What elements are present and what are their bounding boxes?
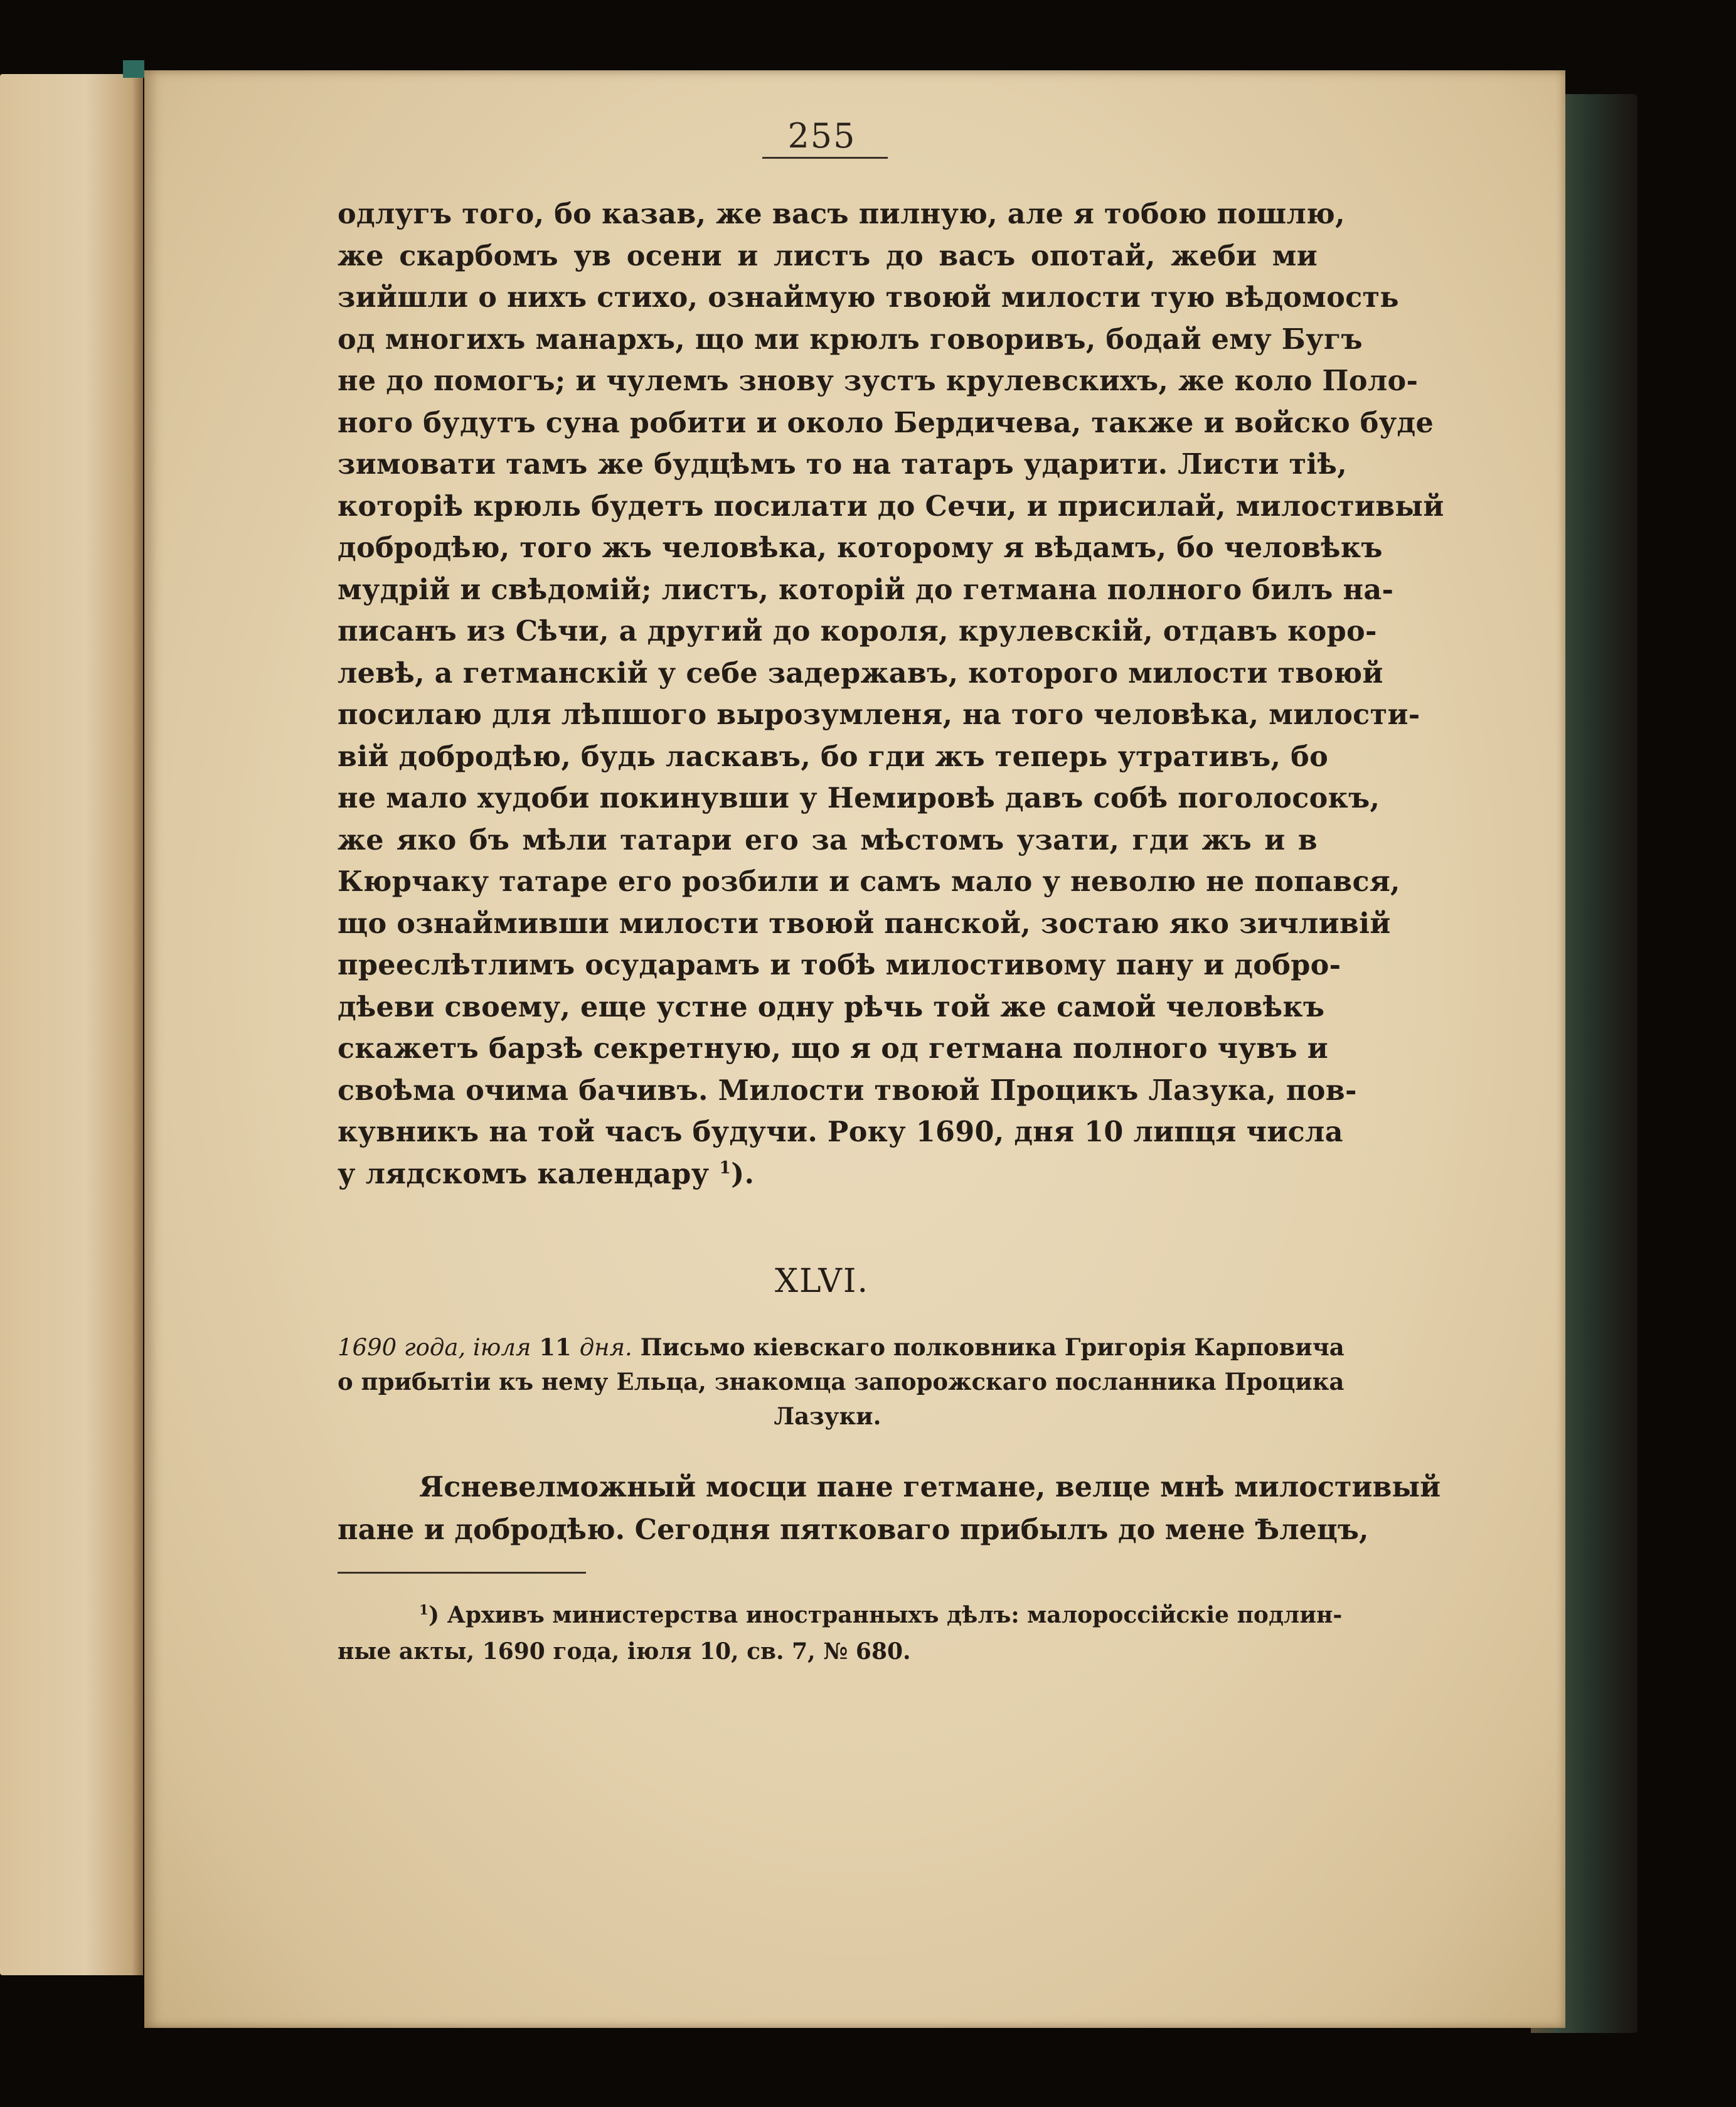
text-line: не до помогъ; и чулемъ знову зустъ крулевскихъ, же коло Поло- bbox=[338, 365, 1419, 397]
text-line: дѣеви своему, еще устне одну рѣчь той же самой человѣкъ bbox=[338, 990, 1325, 1023]
text-line: зимовати тамъ же будцѣмъ то на татаръ ударити. Листи тіѣ, bbox=[338, 448, 1348, 481]
text-line: же скарбомъ ув осени и листъ до васъ опотай, жеби ми bbox=[338, 239, 1318, 272]
main-text bbox=[338, 193, 1444, 1195]
page-number-rule bbox=[762, 157, 888, 159]
document-heading bbox=[338, 1330, 1345, 1434]
text-line: добродѣю, того жъ человѣка, которому я вѣдамъ, бо человѣкъ bbox=[338, 531, 1383, 564]
heading-line: Лазуки. bbox=[774, 1402, 881, 1430]
text-line: пане и добродѣю. Сегодня пятковаго прибылъ до мене Ѣлецъ, bbox=[338, 1513, 1369, 1546]
footnote-line: ные акты, 1690 года, іюля 10, св. 7, № 680. bbox=[338, 1638, 911, 1665]
text-line: Кюрчаку татаре его розбили и самъ мало у неволю не попався, bbox=[338, 865, 1400, 898]
text-line-last bbox=[338, 1153, 1318, 1195]
left-page-edge bbox=[0, 74, 143, 1975]
text-line: скажетъ барзѣ секретную, що я од гетмана полного чувъ и bbox=[338, 1032, 1329, 1065]
text-line: що ознаймивши милости твоюй панской, зостаю яко зичливій bbox=[338, 907, 1391, 940]
text-line: од многихъ манархъ, що ми крюлъ говоривъ, бодай ему Бугъ bbox=[338, 323, 1363, 356]
footnote-mark: 1 bbox=[419, 1603, 429, 1618]
text-line: же яко бъ мѣли татари его за мѣстомъ узати, гди жъ и в bbox=[338, 823, 1318, 856]
bookmark-ribbon bbox=[123, 60, 144, 78]
text-line: вій добродѣю, будь ласкавъ, бо гди жъ теперь утративъ, бо bbox=[338, 740, 1329, 773]
heading-date: 1690 года, іюля bbox=[338, 1334, 531, 1361]
footnote bbox=[338, 1597, 1343, 1670]
text-line: зийшли о нихъ стихо, ознаймую твоюй милости тую вѣдомость bbox=[338, 281, 1399, 314]
text-line-end: ). bbox=[731, 1157, 755, 1190]
heading-line: о прибытіи къ нему Ельца, знакомца запорожскаго посланника Процика bbox=[338, 1368, 1345, 1395]
text-line: левѣ, а гетманскій у себе задержавъ, которого милости твоюй bbox=[338, 656, 1383, 690]
letter-text bbox=[338, 1466, 1441, 1551]
text-line: ного будутъ суна робити и около Бердичева, также и войско буде bbox=[338, 406, 1434, 439]
heading-title: Письмо кіевскаго полковника Григорія Карповича bbox=[640, 1333, 1345, 1361]
text-line: Ясневелможный мосци пане гетмане, велце мнѣ милостивый bbox=[419, 1471, 1441, 1503]
text-line: у лядскомъ календару bbox=[338, 1157, 710, 1190]
text-line: не мало худоби покинувши у Немировѣ давъ собѣ поголосокъ, bbox=[338, 782, 1380, 814]
text-line: посилаю для лѣпшого вырозумленя, на того человѣка, милости- bbox=[338, 698, 1420, 731]
page-number: 255 bbox=[787, 116, 856, 156]
text-line: одлугъ того, бо казав, же васъ пилную, але я тобою пошлю, bbox=[338, 198, 1345, 230]
section-number: XLVI. bbox=[774, 1262, 869, 1300]
footnote-rule bbox=[338, 1572, 586, 1574]
footnote-line bbox=[338, 1597, 1343, 1633]
heading-day-word: дня. bbox=[579, 1334, 632, 1361]
text-line: писанъ из Сѣчи, а другий до короля, крулевскій, отдавъ коро- bbox=[338, 615, 1377, 648]
footnote-text: ) Архивъ министерства иностранныхъ дѣлъ: малороссійскіе подлин- bbox=[429, 1602, 1343, 1628]
footnote-reference: 1 bbox=[719, 1158, 732, 1178]
text-line: мудрій и свѣдомій; листъ, которій до гетмана полного билъ на- bbox=[338, 573, 1394, 606]
text-line: своѣма очима бачивъ. Милости твоюй Процикъ Лазука, пов- bbox=[338, 1074, 1357, 1107]
heading-day: 11 bbox=[539, 1333, 572, 1361]
heading-line bbox=[338, 1330, 1345, 1365]
text-line: кувникъ на той часъ будучи. Року 1690, дня 10 липця числа bbox=[338, 1116, 1343, 1148]
text-line: прееслѣтлимъ осударамъ и тобѣ милостивому пану и добро- bbox=[338, 949, 1341, 981]
text-line: которіѣ крюль будетъ посилати до Сечи, и присилай, милостивый bbox=[338, 489, 1444, 523]
